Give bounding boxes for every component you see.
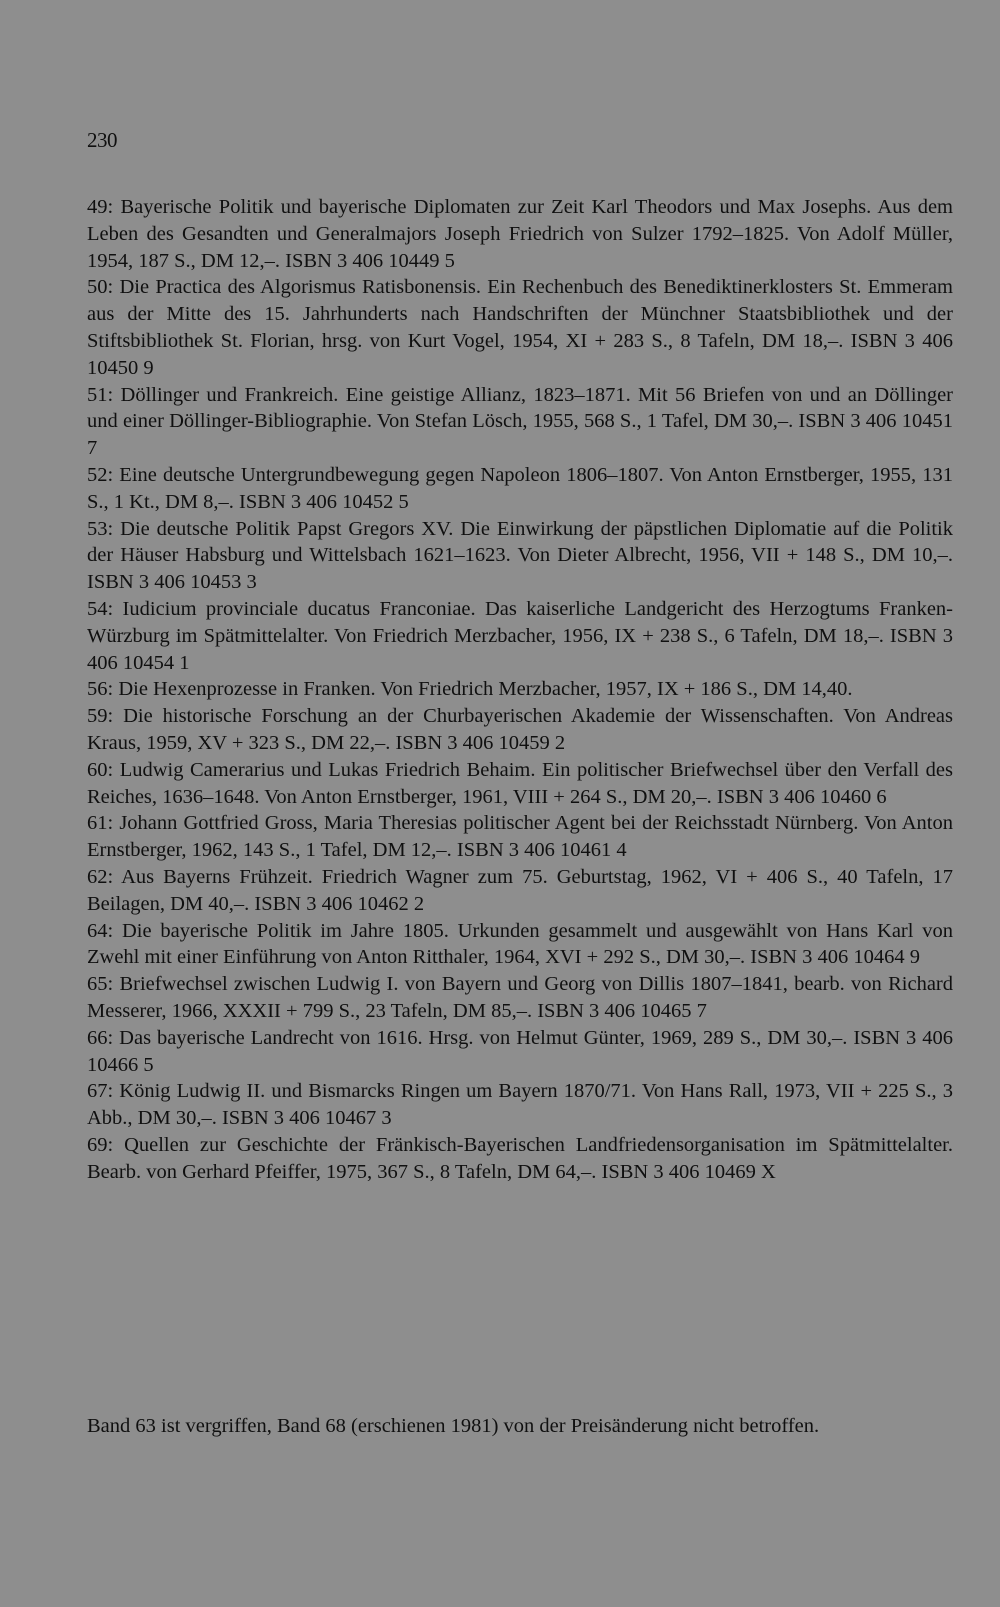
list-item: 52: Eine deutsche Untergrundbewegung gegen Napoleon 1806–1807. Von Anton Ernstberger, 1955, 131 S., 1 Kt., DM 8,–. ISBN 3 406 10452 5 [87,463,953,513]
list-item: 65: Briefwechsel zwischen Ludwig I. von Bayern und Georg von Dillis 1807–1841, bearb. von Richard Messerer, 1966, XXXII + 799 S., 23 Tafeln, DM 85,–. ISBN 3 406 10465 7 [87,973,953,1022]
list-item: 54: Iudicium provinciale ducatus Franconiae. Das kaiserliche Landgericht des Herzogtums Franken-Würzburg im Spätmittelalter. Von Friedrich Merzbacher, 1956, IX + 238 S., 6 Tafeln, DM 18,–. ISBN 3 406 10454 1 [87,597,953,674]
series-list [87,194,953,1185]
list-item: 69: Quellen zur Geschichte der Fränkisch-Bayerischen Landfriedensorganisation im Spätmittelalter. Bearb. von Gerhard Pfeiffer, 1975, 367 S., 8 Tafeln, DM 64,–. ISBN 3 406 10469 X [87,1133,953,1183]
list-item: 56: Die Hexenprozesse in Franken. Von Friedrich Merzbacher, 1957, IX + 186 S., DM 14,40. [87,678,853,701]
list-item: 50: Die Practica des Algorismus Ratisbonensis. Ein Rechenbuch des Benediktinerklosters St. Emmeram aus der Mitte des 15. Jahrhunderts nach Handschriften der Münchner Staatsbibliothek und der Stiftsbibliothek St. Florian, hrsg. von Kurt Vogel, 1954, XI + 283 S., 8 Tafeln, DM 18,–. ISBN 3 406 10450 9 [87,276,953,379]
list-item: 51: Döllinger und Frankreich. Eine geistige Allianz, 1823–1871. Mit 56 Briefen von und an Döllinger und einer Döllinger-Bibliographie. Von Stefan Lösch, 1955, 568 S., 1 Tafel, DM 30,–. ISBN 3 406 10451 7 [87,383,953,460]
list-item: 61: Johann Gottfried Gross, Maria Theresias politischer Agent bei der Reichsstadt Nürnberg. Von Anton Ernstberger, 1962, 143 S., 1 Tafel, DM 12,–. ISBN 3 406 10461 4 [87,812,953,862]
list-item: 64: Die bayerische Politik im Jahre 1805. Urkunden gesammelt und ausgewählt von Hans Karl von Zwehl mit einer Einführung von Anton Ritthaler, 1964, XVI + 292 S., DM 30,–. ISBN 3 406 10464 9 [87,919,953,969]
list-item: 62: Aus Bayerns Frühzeit. Friedrich Wagner zum 75. Geburtstag, 1962, VI + 406 S., 40 Tafeln, 17 Beilagen, DM 40,–. ISBN 3 406 10462 2 [87,865,953,915]
list-item: 66: Das bayerische Landrecht von 1616. Hrsg. von Helmut Günter, 1969, 289 S., DM 30,–. ISBN 3 406 10466 5 [87,1026,953,1076]
list-item: 53: Die deutsche Politik Papst Gregors XV. Die Einwirkung der päpstlichen Diplomatie auf die Politik der Häuser Habsburg und Wittelsbach 1621–1623. Von Dieter Albrecht, 1956, VII + 148 S., DM 10,–. ISBN 3 406 10453 3 [87,517,953,594]
page-number: 230 [87,128,117,152]
availability-note: Band 63 ist vergriffen, Band 68 (erschienen 1981) von der Preisänderung nicht betroffen. [87,1415,820,1437]
list-item: 49: Bayerische Politik und bayerische Diplomaten zur Zeit Karl Theodors und Max Josephs. Aus dem Leben des Gesandten und Generalmajors Joseph Friedrich von Sulzer 1792–1825. Von Adolf Müller, 1954, 187 S., DM 12,–. ISBN 3 406 10449 5 [87,196,953,272]
list-item: 59: Die historische Forschung an der Churbayerischen Akademie der Wissenschaften. Von Andreas Kraus, 1959, XV + 323 S., DM 22,–. ISBN 3 406 10459 2 [87,705,953,754]
list-item: 60: Ludwig Camerarius und Lukas Friedrich Behaim. Ein politischer Briefwechsel über den Verfall des Reiches, 1636–1648. Von Anton Ernstberger, 1961, VIII + 264 S., DM 20,–. ISBN 3 406 10460 6 [87,758,953,808]
list-item: 67: König Ludwig II. und Bismarcks Ringen um Bayern 1870/71. Von Hans Rall, 1973, VII + 225 S., 3 Abb., DM 30,–. ISBN 3 406 10467 3 [87,1080,953,1130]
